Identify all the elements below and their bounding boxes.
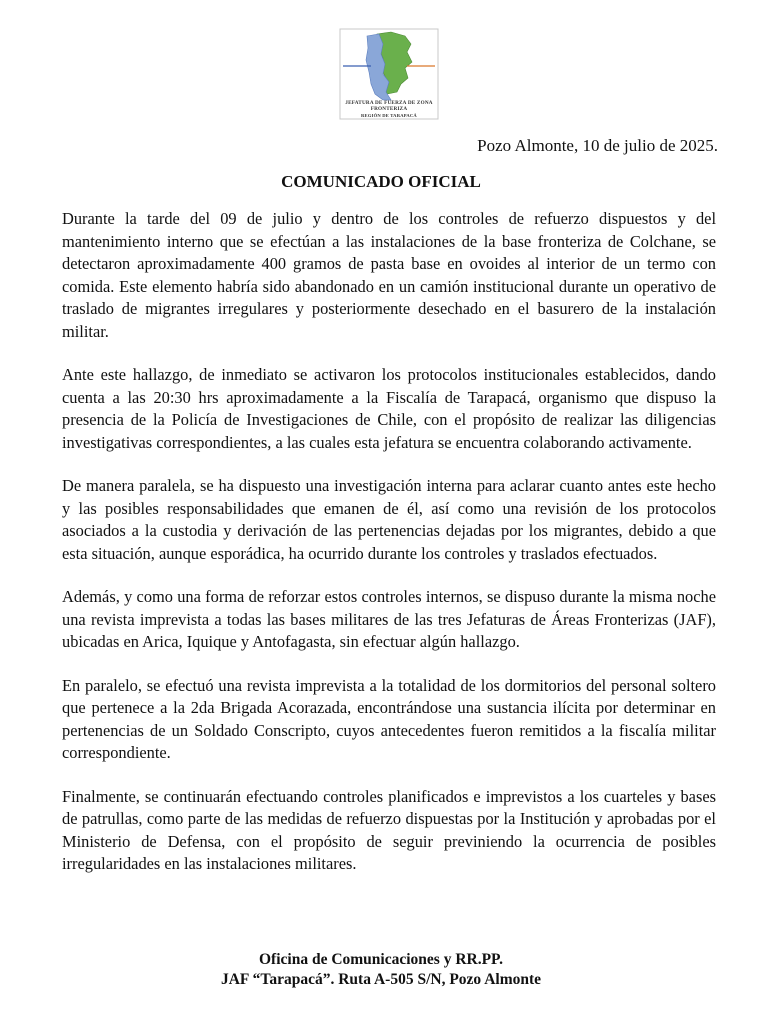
- footer-office: Oficina de Comunicaciones y RR.PP.: [259, 951, 503, 968]
- paragraph-2: Ante este hallazgo, de inmediato se activaron los protocolos institucionales establecidos, dando cuenta a las 20:30 hrs aproximadamente a la Fiscalía de Tarapacá, organismo que dispuso la presencia de la Policía de Investigaciones de Chile, con el propósito de realizar las diligencias investigativas correspondientes, a las cuales esta jefatura se encuentra colaborando activamente.: [62, 365, 716, 452]
- institution-logo: [339, 28, 439, 120]
- place-date: Pozo Almonte, 10 de julio de 2025.: [477, 136, 718, 155]
- document-title: COMUNICADO OFICIAL: [281, 172, 481, 191]
- logo-caption-line1: JEFATURA DE FUERZA DE ZONA: [345, 100, 433, 106]
- footer-address: JAF “Tarapacá”. Ruta A-505 S/N, Pozo Almonte: [220, 971, 542, 988]
- document-body: [62, 208, 716, 897]
- paragraph-4: Además, y como una forma de reforzar estos controles internos, se dispuso durante la misma noche una revista imprevista a todas las bases militares de las tres Jefaturas de Áreas Fronterizas (JAF), ubicadas en Arica, Iquique y Antofagasta, sin efectuar algún hallazgo.: [62, 587, 716, 651]
- paragraph-3: De manera paralela, se ha dispuesto una investigación interna para aclarar cuanto antes este hecho y las posibles responsabilidades que emanen de él, así como una revisión de los protocolos asociados a la custodia y derivación de las pertenencias dejadas por los migrantes, debido a que esta situación, aunque esporádica, ha ocurrido durante los controles y traslados efectuados.: [62, 476, 716, 563]
- footer: [0, 950, 762, 990]
- paragraph-1: Durante la tarde del 09 de julio y dentro de los controles de refuerzo dispuestos y del mantenimiento interno que se efectúan a las instalaciones de la base fronteriza de Colchane, se detectaron aproximadamente 400 gramos de pasta base en ovoides al interior de un termo con comida. Este elemento habría sido abandonado en un camión institucional durante un operativo de traslado de migrantes irregulares y posteriormente desechado en el basurero de la instalación militar.: [62, 209, 716, 341]
- paragraph-6: Finalmente, se continuarán efectuando controles planificados e imprevistos a los cuarteles y bases de patrullas, como parte de las medidas de refuerzo dispuestas por la Institución y aprobadas por el Ministerio de Defensa, con el propósito de seguir previniendo la ocurrencia de posibles irregularidades en las instalaciones militares.: [62, 786, 716, 873]
- paragraph-5: En paralelo, se efectuó una revista imprevista a la totalidad de los dormitorios del personal soltero que pertenece a la 2da Brigada Acorazada, encontrándose una sustancia ilícita por determinar en pertenencias de un Soldado Conscripto, cuyos antecedentes fueron remitidos a la fiscalía militar correspondiente.: [62, 675, 716, 762]
- logo-caption-line2: FRONTERIZA: [370, 106, 408, 112]
- logo-caption-line3: REGIÓN DE TARAPACÁ: [361, 113, 417, 118]
